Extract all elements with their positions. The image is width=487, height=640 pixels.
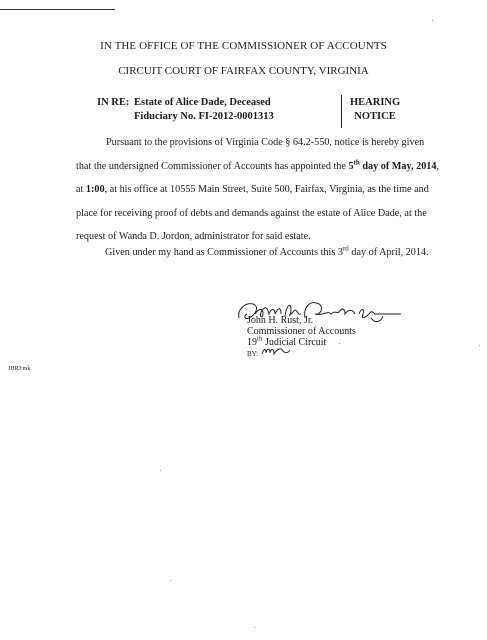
initials-signature: [261, 345, 291, 357]
by-line: [247, 348, 356, 360]
estate-name: Estate of Alice Dade, Deceased: [134, 97, 271, 108]
case-caption: [97, 96, 274, 124]
hearing-time: 1:00: [85, 184, 105, 196]
hearing-day-suffix: th: [353, 158, 360, 167]
scan-speck: [432, 20, 433, 21]
scan-speck: [339, 343, 340, 344]
paragraph-text: at: [76, 184, 86, 196]
paragraph-text: , at his office at 10555 Main Street, Suite 500, Fairfax, Virginia, as the time and: [104, 184, 429, 196]
court-heading: CIRCUIT COURT OF FAIRFAX COUNTY, VIRGINIA: [118, 65, 369, 77]
paragraph-text: ,: [436, 160, 440, 172]
hearing-day: 5: [348, 160, 354, 172]
scan-speck: [479, 345, 480, 346]
hearing-month-year: day of May, 2014: [359, 160, 437, 172]
notice-title-line2: NOTICE: [354, 111, 396, 122]
caption-divider: [341, 95, 342, 128]
circuit-suffix: th: [257, 334, 263, 343]
paragraph-line: [76, 155, 440, 179]
paragraph-line: [76, 178, 429, 202]
typist-initials: JHRJ:mk: [8, 366, 31, 372]
notice-paragraph: [76, 131, 440, 249]
top-rule: [0, 9, 115, 10]
in-re-label: IN RE:: [97, 97, 130, 108]
given-text: day of April, 2014.: [348, 247, 429, 258]
paragraph-line: place for receiving proof of debts and demands against the estate of Alice Dade, at the: [76, 207, 427, 219]
hearing-date: [348, 158, 437, 172]
given-text: Given under my hand as Commissioner of Accounts this 3: [105, 247, 343, 258]
scan-speck: [160, 470, 161, 471]
given-line: [105, 244, 429, 258]
circuit-number: 19: [247, 337, 257, 348]
given-day-suffix: rd: [342, 244, 349, 253]
scan-speck: [170, 580, 171, 581]
fiduciary-number: Fiduciary No. FI-2012-0001313: [134, 111, 274, 122]
signer-title: Commissioner of Accounts: [247, 326, 356, 337]
paragraph-text: that the undersigned Commissioner of Accounts has appointed the: [76, 160, 349, 172]
signer-name: John H. Rust, Jr.: [247, 315, 314, 326]
notice-title: [350, 96, 400, 124]
paragraph-line: Pursuant to the provisions of Virginia Code § 64.2-550, notice is hereby given: [106, 137, 425, 148]
scan-speck: [254, 627, 255, 628]
notice-title-line1: HEARING: [350, 97, 401, 108]
signature-block: [247, 315, 356, 360]
office-heading: IN THE OFFICE OF THE COMMISSIONER OF ACCOUNTS: [100, 40, 387, 52]
circuit-text: Judicial Circuit: [262, 337, 327, 348]
by-label: BY:: [247, 350, 259, 358]
paragraph-line: request of Wanda D. Jordon, administrator for said estate.: [76, 231, 311, 243]
